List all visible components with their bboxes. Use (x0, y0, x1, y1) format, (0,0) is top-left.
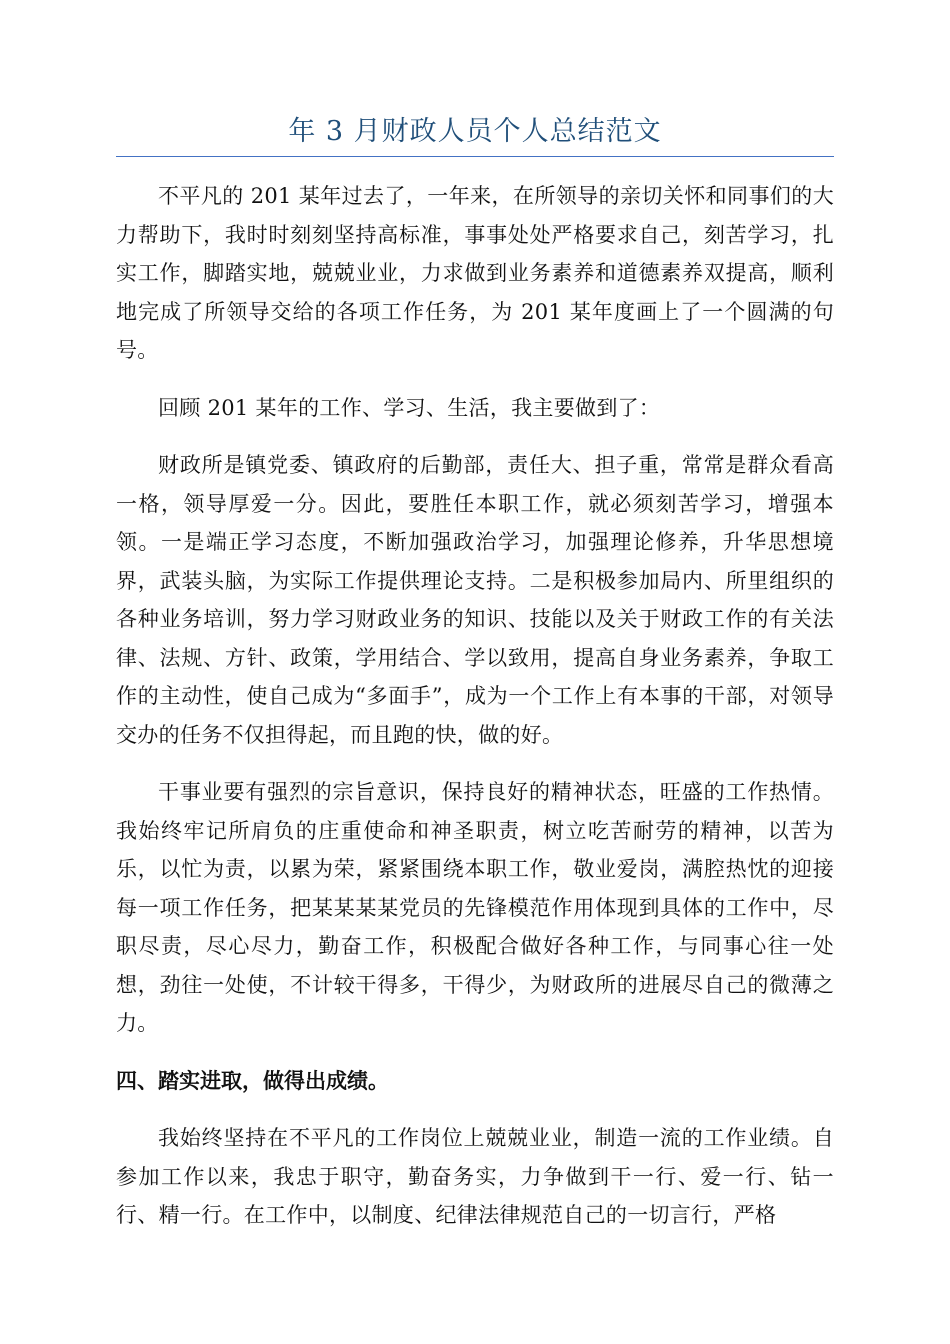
paragraph-achievement: 我始终坚持在不平凡的工作岗位上兢兢业业，制造一流的工作业绩。自参加工作以来，我忠于职守，勤奋务实，力争做到干一行、爱一行、钻一行、精一行。在工作中，以制度、纪律法律规范自己的一切言行，严格 (116, 1126, 834, 1227)
paragraph-review: 回顾 201 某年的工作、学习、生活，我主要做到了： (158, 395, 661, 420)
paragraph-dedication: 干事业要有强烈的宗旨意识，保持良好的精神状态，旺盛的工作热情。我始终牢记所肩负的庄重使命和神圣职责，树立吃苦耐劳的精神，以苦为乐，以忙为责，以累为荣，紧紧围绕本职工作，敬业爱岗，满腔热忱的迎接每一项工作任务，把某某某某党员的先锋模范作用体现到具体的工作中，尽职尽责，尽心尽力，勤奋工作，积极配合做好各种工作，与同事心往一处想，劲往一处使，不计较干得多，干得少，为财政所的进展尽自己的微薄之力。 (116, 780, 834, 1035)
paragraph-intro: 不平凡的 201 某年过去了，一年来，在所领导的亲切关怀和同事们的大力帮助下，我时时刻刻坚持高标准，事事处处严格要求自己，刻苦学习，扎实工作，脚踏实地，兢兢业业，力求做到业务素养和道德素养双提高，顺利地完成了所领导交给的各项工作任务，为 201 某年度画上了一个圆满的句号。 (116, 184, 834, 362)
paragraph-study: 财政所是镇党委、镇政府的后勤部，责任大、担子重，常常是群众看高一格，领导厚爱一分。因此，要胜任本职工作，就必须刻苦学习，增强本领。一是端正学习态度，不断加强政治学习，加强理论修养，升华思想境界，武装头脑，为实际工作提供理论支持。二是积极参加局内、所里组织的各种业务培训，努力学习财政业务的知识、技能以及关于财政工作的有关法律、法规、方针、政策，学用结合、学以致用，提高自身业务素养，争取工作的主动性，使自己成为“多面手”，成为一个工作上有本事的干部，对领导交办的任务不仅担得起，而且跑的快，做的好。 (116, 453, 834, 747)
section-heading-four: 四、踏实进取，做得出成绩。 (116, 1068, 389, 1093)
document-title: 年 3 月财政人员个人总结范文 (288, 116, 662, 147)
document-page (116, 112, 834, 1254)
title-underline (116, 156, 834, 157)
